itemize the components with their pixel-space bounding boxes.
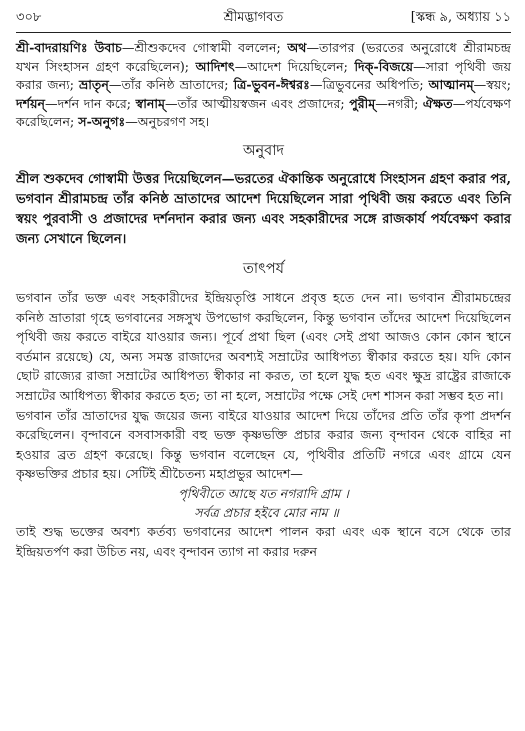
synonym-meaning: —দর্শন দান করে; (45, 95, 136, 111)
purport-heading: তাৎপর্য (242, 260, 285, 277)
synonym-word: আত্মানম্ (428, 77, 474, 93)
synonym-word: দর্শয়ন্ (16, 95, 46, 111)
synonym-word: পুরীম্ (349, 95, 376, 111)
synonym-meaning: —ত্রিভুবনের অধিপতি; (309, 77, 429, 93)
verse-line: সর্বত্র প্রচার হইবে মোর নাম ॥ (194, 504, 339, 520)
verse-quote (16, 484, 511, 522)
synonym-word: আদিশৎ (195, 58, 235, 74)
synonym-meaning: —আদেশ দিয়েছিলেন; (234, 58, 355, 74)
verse-line: পৃথিবীতে আছে যত নগরাদি গ্রাম । (178, 485, 349, 501)
synonyms-paragraph (16, 39, 511, 132)
synonym-meaning: —তারপর (ভরতের অনুরোধে শ্রীরামচন্দ্র যখন সিংহাসন গ্রহণ করেছিলেন); (16, 40, 511, 74)
chapter-reference: [স্কন্ধ ৯, অধ্যায় ১১ (410, 10, 511, 25)
synonym-meaning: —তাঁর আত্মীয়স্বজন এবং প্রজাদের; (165, 95, 350, 111)
synonym-word: অথ (287, 40, 307, 55)
purport-paragraph: তাই শুদ্ধ ভক্তের অবশ্য কর্তব্য ভগবানের আদেশ পালন করা এবং এক স্থানে বসে থেকে তার ইন্দ্রিয়তর্পণ করা উচিত নয়, এবং বৃন্দাবন ত্যাগ না করার দরুন (16, 523, 511, 559)
synonym-meaning: —পর্যবেক্ষণ করেছিলেন; (16, 95, 511, 130)
synonym-word: স্বানাম্ (135, 95, 166, 111)
synonym-meaning: —স্বয়ং; (473, 77, 511, 93)
translation-text: শ্রীল শুকদেব গোস্বামী উত্তর দিয়েছিলেন—ভরতের ঐকান্তিক অনুরোধে সিংহাসন গ্রহণ করার পর, ভগবান শ্রীরামচন্দ্র তাঁর কনিষ্ঠ ভ্রাতাদের আদেশ দিয়েছিলেন সারা পৃথিবী জয় করতে এবং তিনি স্বয়ং পুরবাসী ও প্রজাদের দর্শনদান করার জন্য এবং সহকারীদের সঙ্গে রাজকার্য পর্যবেক্ষণ করার জন্য সেখানে ছিলেন। (16, 171, 511, 247)
synonym-meaning: —নগরী; (375, 95, 423, 111)
header-rule (16, 32, 511, 33)
synonym-word: শ্রী-বাদরায়ণিঃ উবাচ (16, 40, 122, 55)
purport-body (16, 288, 511, 561)
page-header (16, 8, 511, 30)
synonym-word: দিক্-বিজয়ে (354, 58, 414, 74)
synonym-meaning: —সারা পৃথিবী জয় করার জন্য; (16, 58, 511, 93)
purport-paragraph: ভগবান তাঁর ভ্রাতাদের যুদ্ধ জয়ের জন্য বাইরে যাওয়ার আদেশ দিয়ে তাঁদের প্রতি তাঁর কৃপা প্রদর্শন করেছিলেন। বৃন্দাবনে বসবাসকারী বহু ভক্ত কৃষ্ণভক্তি প্রচার করার জন্য বৃন্দাবন থেকে বাহির না হওয়ার ব্রত গ্রহণ করেছে। কিন্তু ভগবান বলেছেন যে, পৃথিবীর প্রতিটি নগরে এবং গ্রামে যেন কৃষ্ণভক্তির প্রচার হয়। সেটিই শ্রীচৈতন্য মহাপ্রভুর আদেশ— (16, 407, 511, 482)
translation-heading: অনুবাদ (242, 142, 285, 159)
page-number: ৩০৮ (16, 10, 42, 25)
synonym-word: ত্রি-ভুবন-ঈশ্বরঃ (233, 77, 310, 93)
synonym-meaning: —তাঁর কনিষ্ঠ ভ্রাতাদের; (108, 77, 234, 93)
synonym-word: ঐক্ষত (422, 95, 453, 111)
purport-paragraph: ভগবান তাঁর ভক্ত এবং সহকারীদের ইন্দ্রিয়তৃপ্তি সাধনে প্রবৃত্ত হতে দেন না। ভগবান শ্রীরামচন্দ্রের কনিষ্ঠ ভ্রাতারা গৃহে ভগবানের সঙ্গসুখ উপভোগ করছিলেন, কিন্তু ভগবান তাঁদের আদেশ দিয়েছিলেন পৃথিবী জয় করতে বাইরে যাওয়ার জন্য। পূর্বে প্রথা ছিল (এবং সেই প্রথা আজও কোন কোন স্থানে বর্তমান রয়েছে) যে, অন্য সমস্ত রাজাদের অবশ্যই সম্রাটের আধিপত্য স্বীকার করতে হয়। যদি কোন ছোট রাজ্যের রাজা সম্রাটের আধিপত্য স্বীকার না করত, তা হলে যুদ্ধ হত এবং ক্ষুদ্র রাষ্ট্রের রাজাকে সম্রাটের আধিপত্য স্বীকার করতে হত; তা না হলে, সম্রাটের পক্ষে সেই দেশ শাসন করা সম্ভব হত না। (16, 289, 511, 403)
synonym-word: ভ্রাতৃন্ (79, 77, 109, 93)
synonym-meaning: —অনুচরগণ সহ। (125, 114, 210, 130)
synonym-meaning: —শ্রীশুকদেব গোস্বামী বললেন; (121, 40, 288, 55)
book-title: শ্রীমদ্ভাগবত (223, 10, 284, 25)
synonym-word: স-অনুগঃ (78, 114, 126, 130)
